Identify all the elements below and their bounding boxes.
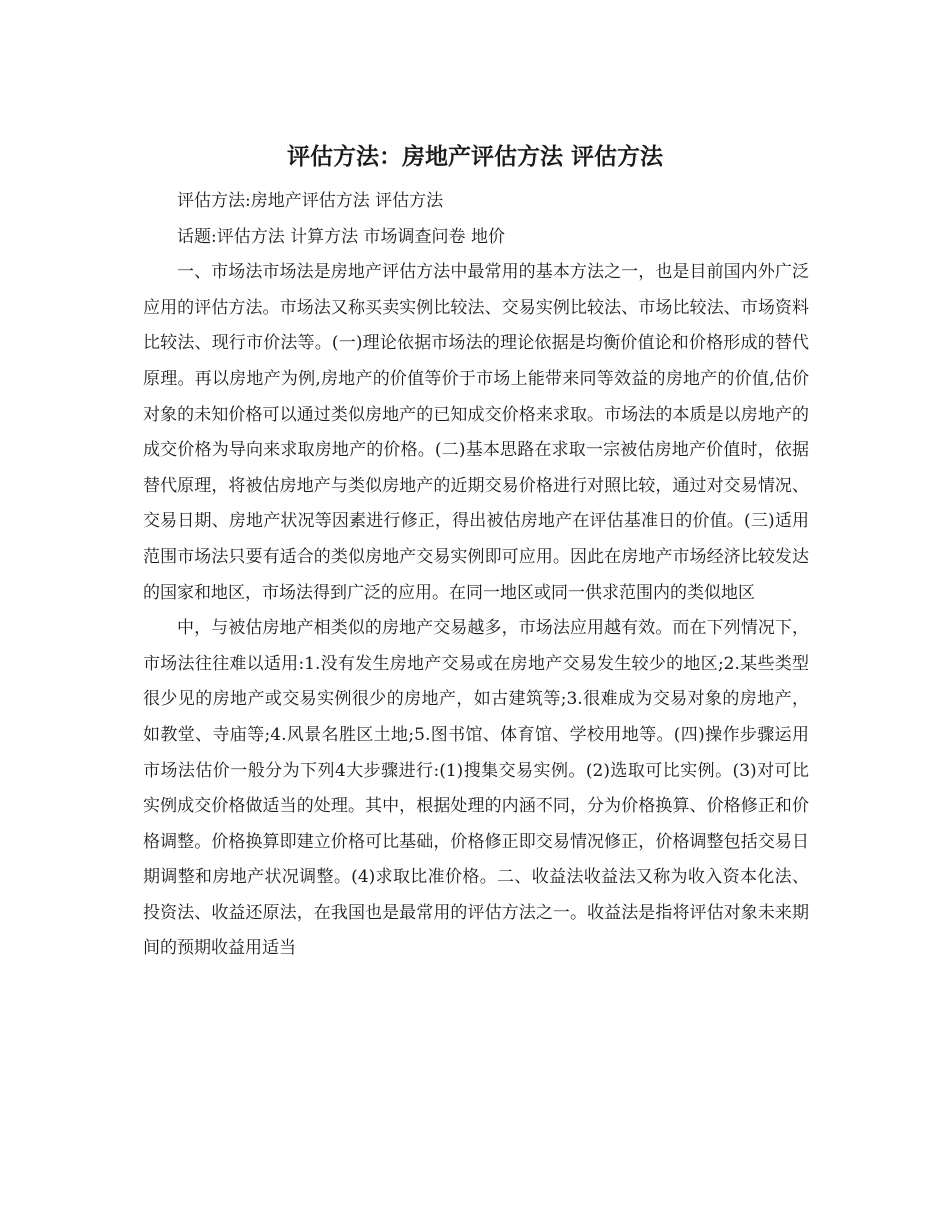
document-body	[143, 184, 809, 967]
topics-line: 话题:评估方法 计算方法 市场调查问卷 地价	[177, 226, 505, 247]
body-paragraph: 一、市场法市场法是房地产评估方法中最常用的基本方法之一，也是目前国内外广泛应用的评估方法。市场法又称买卖实例比较法、交易实例比较法、市场比较法、市场资料比较法、现行市价法等。(一)理论依据市场法的理论依据是均衡价值论和价格形成的替代原理。再以房地产为例,房地产的价值等价于市场上能带来同等效益的房地产的价值,估价对象的未知价格可以通过类似房地产的已知成交价格来求取。市场法的本质是以房地产的成交价格为导向来求取房地产的价格。(二)基本思路在求取一宗被估房地产价值时，依据替代原理，将被估房地产与类似房地产的近期交易价格进行对照比较，通过对交易情况、交易日期、房地产状况等因素进行修正，得出被估房地产在评估基准日的价值。(三)适用范围市场法只要有适合的类似房地产交易实例即可应用。因此在房地产市场经济比较发达的国家和地区，市场法得到广泛的应用。在同一地区或同一供求范围内的类似地区	[143, 262, 809, 603]
document-title: 评估方法：房地产评估方法 评估方法	[286, 143, 663, 170]
body-paragraph: 中，与被估房地产相类似的房地产交易越多，市场法应用越有效。而在下列情况下，市场法往往难以适用:1.没有发生房地产交易或在房地产交易发生较少的地区;2.某些类型很少见的房地产或交易实例很少的房地产，如古建筑等;3.很难成为交易对象的房地产，如教堂、寺庙等;4.风景名胜区土地;5.图书馆、体育馆、学校用地等。(四)操作步骤运用市场法估价一般分为下列4大步骤进行:(1)搜集交易实例。(2)选取可比实例。(3)对可比实例成交价格做适当的处理。其中，根据处理的内涵不同，分为价格换算、价格修正和价格调整。价格换算即建立价格可比基础，价格修正即交易情况修正，价格调整包括交易日期调整和房地产状况调整。(4)求取比准价格。二、收益法收益法又称为收入资本化法、投资法、收益还原法，在我国也是最常用的评估方法之一。收益法是指将评估对象未来期间的预期收益用适当	[143, 618, 809, 959]
subtitle-line: 评估方法:房地产评估方法 评估方法	[177, 191, 444, 211]
